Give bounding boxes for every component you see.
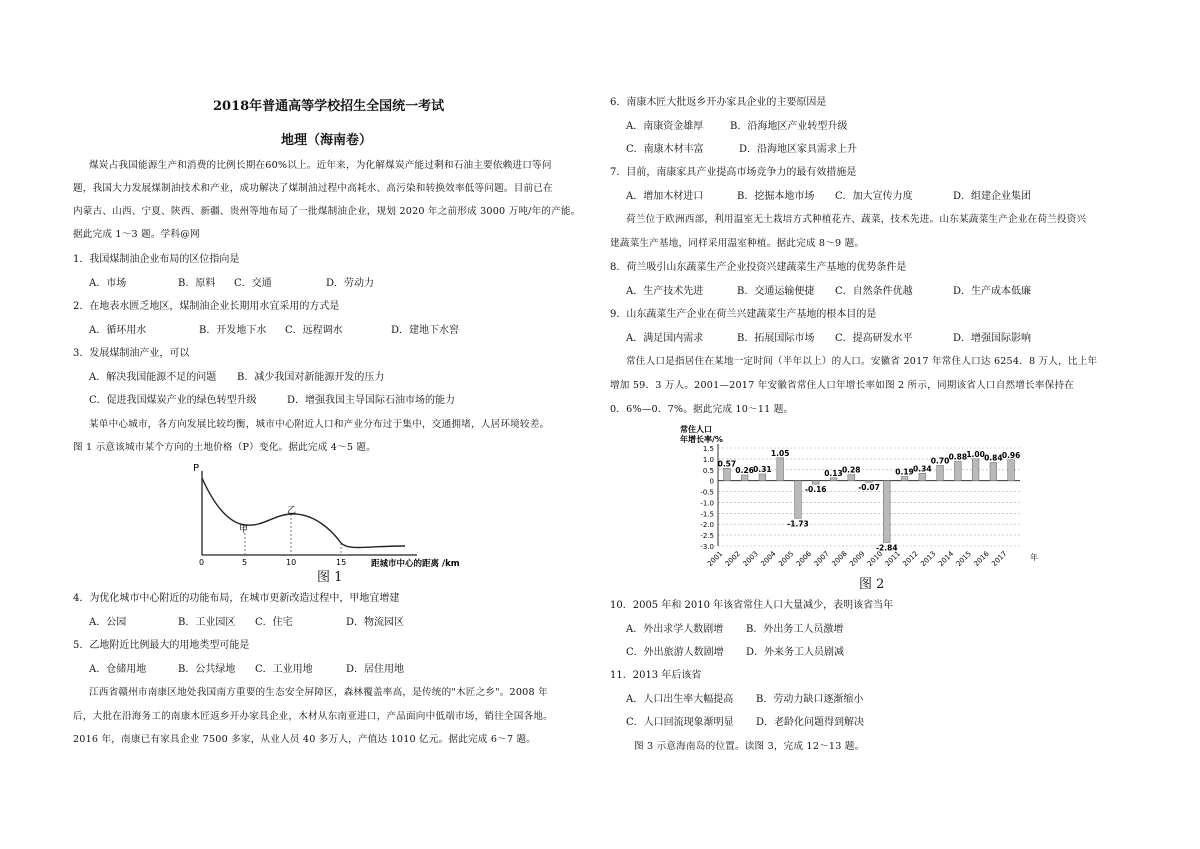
option: A．解决我国能源不足的问题 — [89, 372, 217, 383]
y-tick-label: 1.5 — [702, 445, 714, 453]
bar — [919, 473, 926, 480]
option: A．增加木材进口 — [626, 191, 704, 202]
option: D．老龄化问题得到解决 — [756, 717, 865, 728]
passage-line: 图 1 示意该城市某个方向的土地价格（P）变化。据此完成 4～5 题。 — [73, 442, 376, 453]
option: B．工业园区 — [178, 617, 236, 628]
bar — [741, 475, 748, 481]
option: D．增强国际影响 — [953, 333, 1032, 344]
bar — [937, 465, 944, 480]
bar-value-label: -1.73 — [787, 519, 809, 529]
option: B．开发地下水 — [199, 325, 267, 336]
x-tick-label: 2006 — [794, 549, 814, 569]
y-tick-label: -0.5 — [700, 488, 714, 497]
question-stem: 11．2013 年后该省 — [610, 670, 702, 681]
option: B．外出务工人员激增 — [746, 624, 844, 635]
y-tick-label: -1.0 — [700, 499, 714, 508]
x-tick: 10 — [286, 558, 297, 567]
x-axis-label: 年 — [1030, 553, 1038, 562]
x-axis-label: 距城市中心的距离 /km — [371, 559, 460, 569]
subject-title: 地理（海南卷） — [281, 133, 373, 148]
question-stem: 1．我国煤制油企业布局的区位指向是 — [73, 254, 240, 265]
y-tick-label: -1.5 — [700, 510, 714, 519]
x-tick-label: 2016 — [972, 549, 991, 569]
bar — [866, 481, 873, 483]
x-tick-label: 2005 — [777, 549, 796, 569]
chart-title-line: 年增长率/% — [680, 435, 723, 444]
option: C．外出旅游人数剧增 — [626, 647, 724, 658]
bar-value-label: 0.84 — [984, 453, 1003, 463]
bar-value-label: 0.26 — [735, 466, 754, 476]
x-tick-label: 2012 — [901, 549, 920, 569]
bar — [812, 481, 819, 484]
x-tick-label: 2001 — [706, 549, 725, 569]
option: B．沿海地区产业转型升级 — [730, 121, 848, 132]
passage-line: 据此完成 1～3 题。学科@网 — [73, 229, 200, 240]
bar-value-label: -0.07 — [858, 483, 880, 493]
option: D．组建企业集团 — [953, 191, 1032, 202]
passage-line: 某单中心城市，各方向发展比较均衡，城市中心附近人口和产业分布过于集中，交通拥堵，人居环境较差。 — [89, 419, 550, 430]
option: A．市场 — [89, 278, 127, 289]
land-price-curve — [202, 478, 405, 548]
option: D．居住用地 — [346, 664, 405, 675]
question-stem: 5．乙地附近比例最大的用地类型可能是 — [73, 640, 250, 651]
figure-1-caption: 图 1 — [317, 570, 343, 585]
passage-line: 2016 年，南康已有家具企业 7500 多家，从业人员 40 多万人，产值达 1010 亿元。据此完成 6～7 题。 — [73, 734, 537, 745]
passage-line: 建蔬菜生产基地，同样采用温室种植。据此完成 8～9 题。 — [610, 238, 865, 249]
option: D．建地下水窖 — [391, 325, 460, 336]
x-tick: 0 — [199, 558, 205, 567]
bar — [972, 459, 979, 481]
passage-line: 煤炭占我国能源生产和消费的比例长期在60%以上。近年来，为化解煤炭产能过剩和石油主要依赖进口等问 — [89, 160, 552, 171]
option: C．加大宣传力度 — [835, 191, 913, 202]
bar-value-label: 0.31 — [753, 464, 772, 474]
option: A．仓储用地 — [89, 664, 147, 675]
option: C．远程调水 — [285, 325, 343, 336]
x-tick-label: 2017 — [990, 549, 1009, 569]
question-stem: 4．为优化城市中心附近的功能布局，在城市更新改造过程中，甲地宜增建 — [73, 593, 400, 604]
question-stem: 8．荷兰吸引山东蔬菜生产企业投资兴建蔬菜生产基地的优势条件是 — [610, 262, 907, 273]
chart-title-line: 常住人口 — [680, 425, 712, 434]
x-tick: 5 — [242, 558, 248, 567]
option: C．南康木材丰富 — [626, 144, 704, 155]
x-tick-label: 2010 — [865, 549, 885, 569]
option: C．住宅 — [255, 617, 293, 628]
option: D．物流园区 — [346, 617, 405, 628]
bar-value-label: 1.00 — [966, 449, 985, 459]
passage-line: 题，我国大力发展煤制油技术和产业，成功解决了煤制油过程中高耗水、高污染和转换效率低等问题。目前已在 — [73, 183, 553, 194]
option: B．挖掘本地市场 — [737, 191, 815, 202]
option: C．人口回流现象渐明显 — [626, 717, 734, 728]
bar-value-label: 0.57 — [717, 459, 737, 469]
option: A．生产技术先进 — [626, 286, 704, 297]
bar — [724, 468, 731, 480]
option: A．循环用水 — [89, 325, 147, 336]
bar-value-label: 0.88 — [948, 452, 968, 462]
question-stem: 7．目前，南康家具产业提高市场竞争力的最有效措施是 — [610, 167, 857, 178]
passage-line: 江西省赣州市南康区地处我国南方重要的生态安全屏障区，森林覆盖率高，是传统的"木匠之乡"。2008 年 — [89, 687, 548, 698]
question-stem: 9．山东蔬菜生产企业在荷兰兴建蔬菜生产基地的根本目的是 — [610, 309, 877, 320]
passage-line: 荷兰位于欧洲西部，利用温室无土栽培方式种植花卉、蔬菜，技术先进。山东某蔬菜生产企业在荷兰投资兴 — [626, 214, 1087, 225]
option: B．交通运输便捷 — [737, 286, 815, 297]
y-tick-label: 0.5 — [702, 466, 714, 475]
bar-value-label: -0.16 — [804, 485, 827, 495]
option: B．拓展国际市场 — [737, 333, 815, 344]
option: A．公园 — [89, 617, 127, 628]
option: C．交通 — [234, 278, 272, 289]
x-tick-label: 2013 — [919, 549, 938, 569]
bar-value-label: -2.84 — [875, 543, 898, 553]
passage-line: 内蒙古、山西、宁夏、陕西、新疆、贵州等地布局了一批煤制油企业，规划 2020 年之前形成 3000 万吨/年的产能。 — [73, 206, 581, 217]
option: D．劳动力 — [326, 278, 375, 289]
passage-line: 0．6%—0．7%。据此完成 10～11 题。 — [610, 404, 794, 415]
x-tick-label: 2007 — [812, 549, 831, 569]
y-axis-label: P — [193, 463, 200, 474]
x-tick-label: 2009 — [848, 549, 867, 569]
x-tick-label: 2011 — [883, 549, 902, 569]
bar-value-label: 0.28 — [841, 465, 861, 475]
label-yi: 乙 — [287, 506, 297, 516]
bar — [759, 474, 766, 481]
question-stem: 10．2005 年和 2010 年该省常住人口大量减少，表明该省当年 — [610, 600, 894, 611]
y-tick-label: 1.0 — [702, 455, 714, 464]
x-tick-label: 2015 — [954, 549, 974, 569]
option: A．人口出生率大幅提高 — [626, 694, 734, 705]
option: B．劳动力缺口逐渐缩小 — [756, 694, 864, 705]
option: A．满足国内需求 — [626, 333, 704, 344]
x-tick-label: 2004 — [759, 549, 778, 569]
option: D．外来务工人员剧减 — [746, 647, 845, 658]
y-tick-label: -2.0 — [700, 521, 714, 530]
y-tick-label: 0 — [709, 477, 714, 486]
x-tick-label: 2014 — [936, 549, 956, 569]
question-stem: 3．发展煤制油产业，可以 — [73, 348, 190, 359]
option: B．原料 — [178, 278, 216, 289]
bar-value-label: 0.96 — [1001, 450, 1021, 460]
bar — [848, 475, 855, 481]
label-jia: 甲 — [239, 525, 249, 535]
bar — [777, 458, 784, 481]
option: B．减少我国对新能源开发的压力 — [237, 372, 385, 383]
option: D．沿海地区家具需求上升 — [739, 144, 858, 155]
exam-title: 2018年普通高等学校招生全国统一考试 — [213, 99, 445, 114]
figure-2-population-growth-chart — [670, 424, 1060, 580]
option: C．促进我国煤炭产业的绿色转型升级 — [89, 395, 257, 406]
passage-line: 图 3 示意海南岛的位置。读图 3，完成 12～13 题。 — [634, 741, 865, 752]
bar — [990, 462, 997, 480]
x-tick-label: 2003 — [741, 549, 760, 569]
x-tick: 15 — [336, 558, 347, 567]
option: C．提高研发水平 — [835, 333, 913, 344]
option: A．南康资金雄厚 — [626, 121, 704, 132]
bar-value-label: 1.05 — [770, 448, 790, 458]
bar — [954, 462, 961, 481]
option: C．工业用地 — [255, 664, 313, 675]
option: A．外出求学人数剧增 — [626, 624, 724, 635]
option: D．生产成本低廉 — [953, 286, 1032, 297]
passage-line: 后，大批在沿海务工的南康木匠返乡开办家具企业，木材从东南亚进口，产品面向中低端市场，销往全国各地。 — [73, 711, 553, 722]
bar-value-label: 0.19 — [895, 467, 914, 477]
question-stem: 2．在地表水匮乏地区，煤制油企业长期用水宜采用的方式是 — [73, 301, 340, 312]
question-stem: 6．南康木匠大批返乡开办家具企业的主要原因是 — [610, 97, 827, 108]
option: C．自然条件优越 — [835, 286, 913, 297]
bar — [901, 477, 908, 481]
option: B．公共绿地 — [178, 664, 236, 675]
option: D．增强我国主导国际石油市场的能力 — [287, 395, 456, 406]
bar — [1008, 460, 1015, 481]
x-tick-label: 2002 — [723, 549, 743, 569]
figure-2-caption: 图 2 — [859, 577, 885, 592]
bar-value-label: 0.34 — [913, 464, 932, 474]
y-tick-label: -2.5 — [700, 532, 714, 541]
bar-value-label: 0.13 — [824, 468, 843, 478]
x-tick-label: 2008 — [830, 549, 849, 569]
passage-line: 常住人口是指居住在某地一定时间（半年以上）的人口。安徽省 2017 年常住人口达 6254．8 万人，比上年 — [626, 356, 1098, 367]
bar-value-label: 0.70 — [930, 456, 950, 466]
y-tick-label: -3.0 — [700, 543, 714, 551]
bar — [830, 478, 837, 481]
figure-1-land-price-curve — [191, 459, 491, 587]
bar — [883, 481, 890, 543]
bar — [795, 481, 802, 519]
passage-line: 增加 59．3 万人。2001—2017 年安徽省常住人口年增长率如图 2 所示，同期该省人口自然增长率保持在 — [610, 380, 1075, 391]
